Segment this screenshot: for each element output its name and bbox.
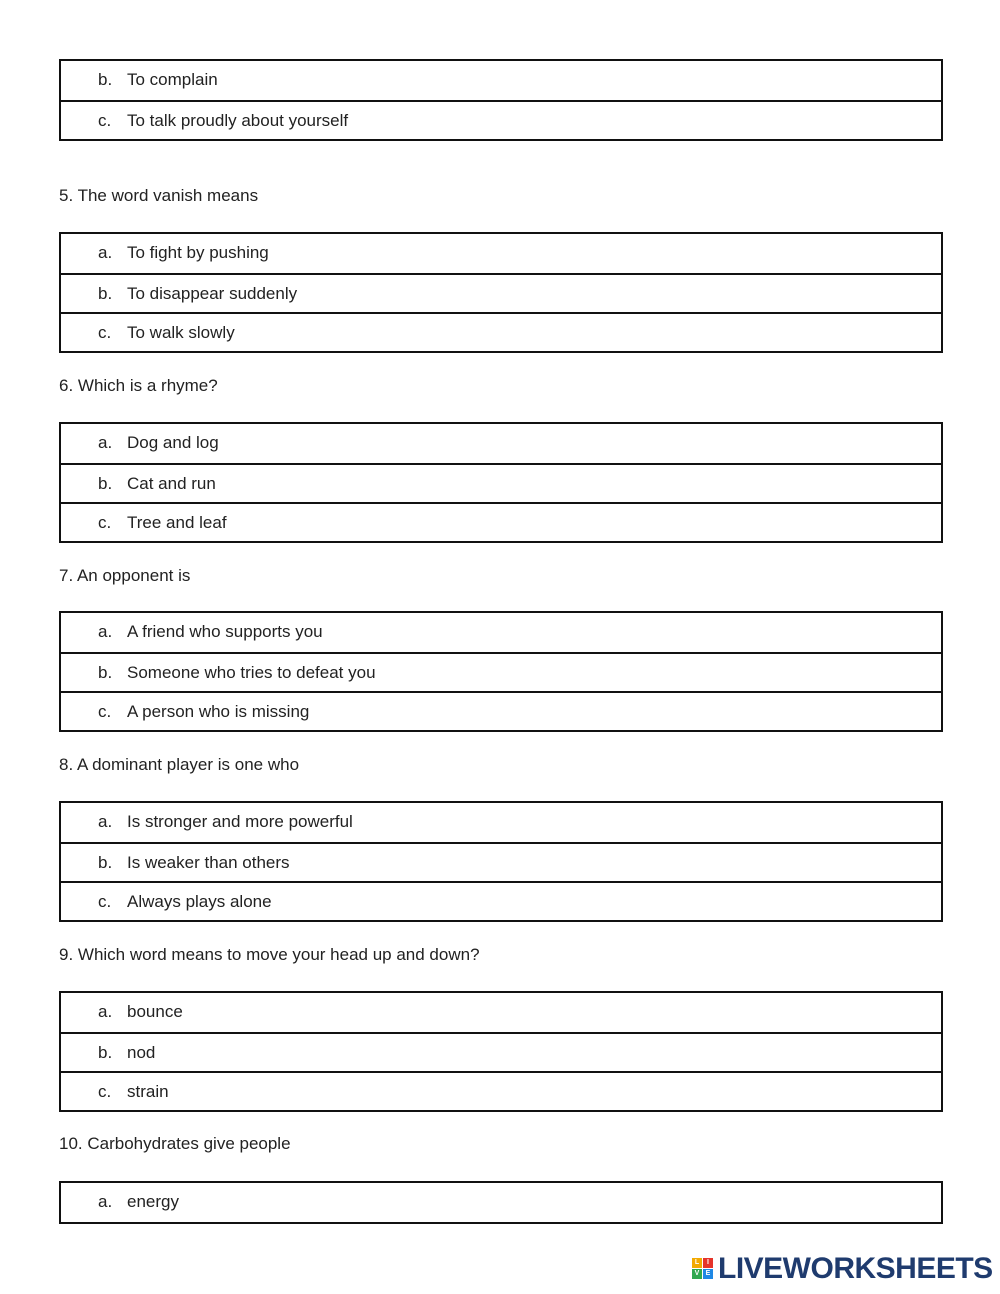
option-letter: a.	[98, 1192, 113, 1211]
option-text: To complain	[127, 70, 218, 89]
logo-tile-i: I	[703, 1258, 713, 1268]
option-text: Cat and run	[127, 474, 216, 493]
option-letter: c.	[98, 892, 112, 911]
option-letter: b.	[98, 474, 113, 493]
option-text: energy	[127, 1192, 179, 1211]
option-letter: b.	[98, 663, 113, 682]
logo-tile-e: E	[703, 1269, 713, 1279]
option-letter: a.	[98, 243, 113, 262]
logo-tile-l: L	[692, 1258, 702, 1268]
option-text: To disappear suddenly	[127, 284, 298, 303]
option-text: bounce	[127, 1002, 183, 1021]
option-text: Is weaker than others	[127, 853, 290, 872]
option-9a[interactable]	[61, 993, 941, 1032]
option-letter: a.	[98, 812, 113, 831]
question-10-prompt: 10. Carbohydrates give people	[59, 1134, 291, 1153]
option-4c[interactable]	[61, 100, 941, 139]
question-5-options	[59, 232, 943, 353]
option-letter: a.	[98, 433, 113, 452]
option-letter: c.	[98, 513, 112, 532]
option-6a[interactable]	[61, 424, 941, 463]
question-5-prompt: 5. The word vanish means	[59, 186, 259, 205]
option-text: Always plays alone	[127, 892, 272, 911]
question-9-options	[59, 991, 943, 1112]
option-7a[interactable]	[61, 613, 941, 652]
logo-tile-v: V	[692, 1269, 702, 1279]
option-text: To talk proudly about yourself	[127, 111, 349, 130]
option-8b[interactable]	[61, 842, 941, 881]
option-7b[interactable]	[61, 652, 941, 691]
option-text: To walk slowly	[127, 323, 235, 342]
question-4-options	[59, 59, 943, 141]
option-letter: c.	[98, 111, 112, 130]
option-text: strain	[127, 1082, 169, 1101]
option-text: Dog and log	[127, 433, 219, 452]
option-6c[interactable]	[61, 502, 941, 541]
question-9-prompt: 9. Which word means to move your head up and down?	[59, 945, 480, 964]
option-text: Tree and leaf	[127, 513, 227, 532]
option-text: Is stronger and more powerful	[127, 812, 353, 831]
option-letter: b.	[98, 70, 113, 89]
option-5c[interactable]	[61, 312, 941, 351]
brand-name: LIVEWORKSHEETS	[718, 1252, 993, 1285]
option-text: Someone who tries to defeat you	[127, 663, 376, 682]
option-6b[interactable]	[61, 463, 941, 502]
option-text: A friend who supports you	[127, 622, 323, 641]
option-9c[interactable]	[61, 1071, 941, 1110]
option-letter: c.	[98, 1082, 112, 1101]
liveworksheets-brand	[692, 1254, 993, 1284]
question-7-options	[59, 611, 943, 732]
question-6-options	[59, 422, 943, 543]
option-text: To fight by pushing	[127, 243, 269, 262]
option-9b[interactable]	[61, 1032, 941, 1071]
option-5b[interactable]	[61, 273, 941, 312]
option-letter: c.	[98, 702, 112, 721]
liveworksheets-logo-icon	[692, 1258, 714, 1280]
option-8c[interactable]	[61, 881, 941, 920]
option-4b[interactable]	[61, 61, 941, 100]
option-letter: a.	[98, 622, 113, 641]
question-8-options	[59, 801, 943, 922]
option-7c[interactable]	[61, 691, 941, 730]
option-text: A person who is missing	[127, 702, 310, 721]
option-letter: b.	[98, 853, 113, 872]
option-letter: b.	[98, 1043, 113, 1062]
question-10-options	[59, 1181, 943, 1224]
question-6-prompt: 6. Which is a rhyme?	[59, 376, 218, 395]
option-10a[interactable]	[61, 1183, 941, 1222]
question-7-prompt: 7. An opponent is	[59, 566, 191, 585]
option-5a[interactable]	[61, 234, 941, 273]
option-letter: b.	[98, 284, 113, 303]
question-8-prompt: 8. A dominant player is one who	[59, 755, 300, 774]
option-8a[interactable]	[61, 803, 941, 842]
option-letter: a.	[98, 1002, 113, 1021]
option-letter: c.	[98, 323, 112, 342]
option-text: nod	[127, 1043, 156, 1062]
